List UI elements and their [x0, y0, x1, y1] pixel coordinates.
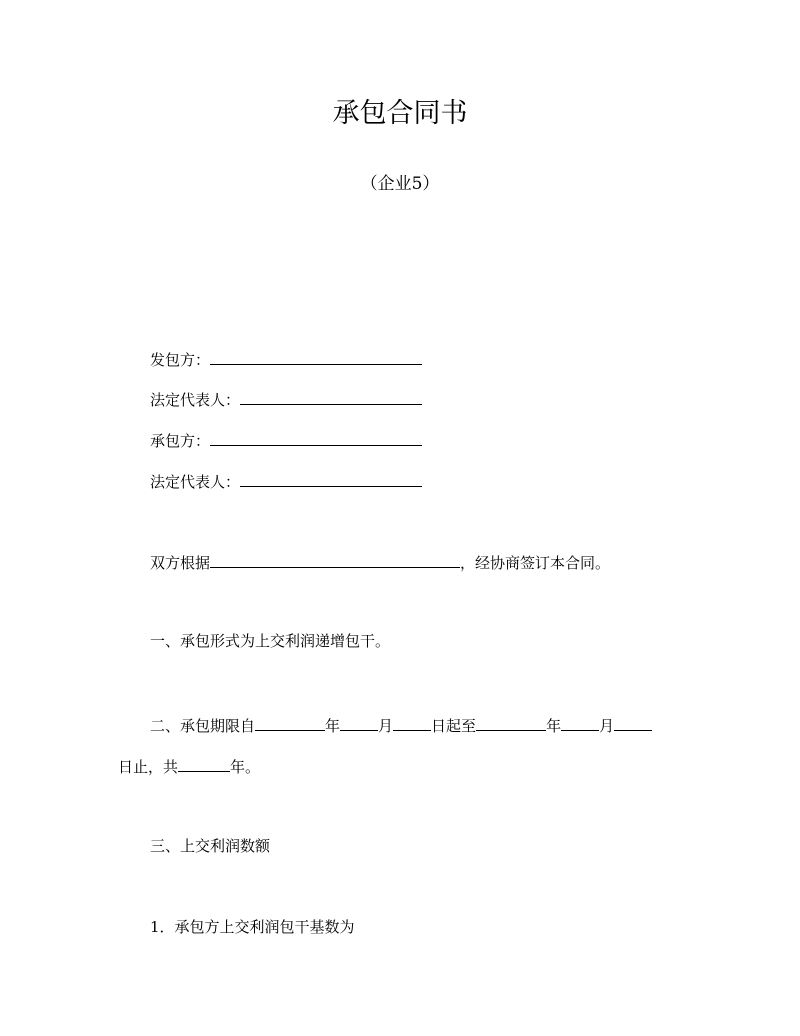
end-day-blank[interactable] [614, 713, 652, 731]
intro-suffix: ，经协商签订本合同。 [460, 554, 611, 572]
contractor-rep-blank[interactable] [240, 469, 422, 487]
document-title: 承包合同书 [332, 98, 468, 129]
intro-line [150, 550, 610, 573]
start-year-blank[interactable] [255, 713, 325, 731]
contractor-rep-line [150, 469, 422, 492]
start-day-label: 日起至 [431, 717, 477, 735]
document-subtitle: （企业5） [360, 174, 440, 194]
contractor-rep-label: 法定代表人： [150, 473, 241, 491]
employer-rep-label: 法定代表人： [150, 391, 241, 409]
employer-label: 发包方： [150, 351, 211, 369]
clause2-line2 [118, 754, 260, 777]
employer-rep-blank[interactable] [240, 387, 422, 405]
start-month-label: 月 [378, 717, 394, 735]
clause2-prefix: 二、承包期限自 [150, 717, 256, 735]
total-years-label: 年。 [230, 758, 261, 776]
basis-blank[interactable] [210, 550, 460, 568]
contractor-blank[interactable] [210, 428, 422, 446]
clause2-line1 [150, 713, 652, 736]
employer-line [150, 347, 422, 370]
contractor-line [150, 428, 422, 451]
start-day-blank[interactable] [393, 713, 431, 731]
contractor-label: 承包方： [150, 432, 211, 450]
end-day-label: 日止，共 [118, 758, 179, 776]
total-years-blank[interactable] [178, 754, 230, 772]
end-year-blank[interactable] [476, 713, 546, 731]
start-year-label: 年 [325, 717, 341, 735]
end-year-label: 年 [546, 717, 562, 735]
end-month-blank[interactable] [561, 713, 599, 731]
clause3-item1: 1．承包方上交利润包干基数为 [150, 918, 355, 936]
intro-prefix: 双方根据 [150, 554, 211, 572]
start-month-blank[interactable] [340, 713, 378, 731]
employer-rep-line [150, 387, 422, 410]
clause1-line: 一、承包形式为上交利润递增包干。 [150, 632, 391, 650]
employer-blank[interactable] [210, 347, 422, 365]
clause3-heading: 三、上交利润数额 [150, 837, 271, 855]
end-month-label: 月 [599, 717, 615, 735]
